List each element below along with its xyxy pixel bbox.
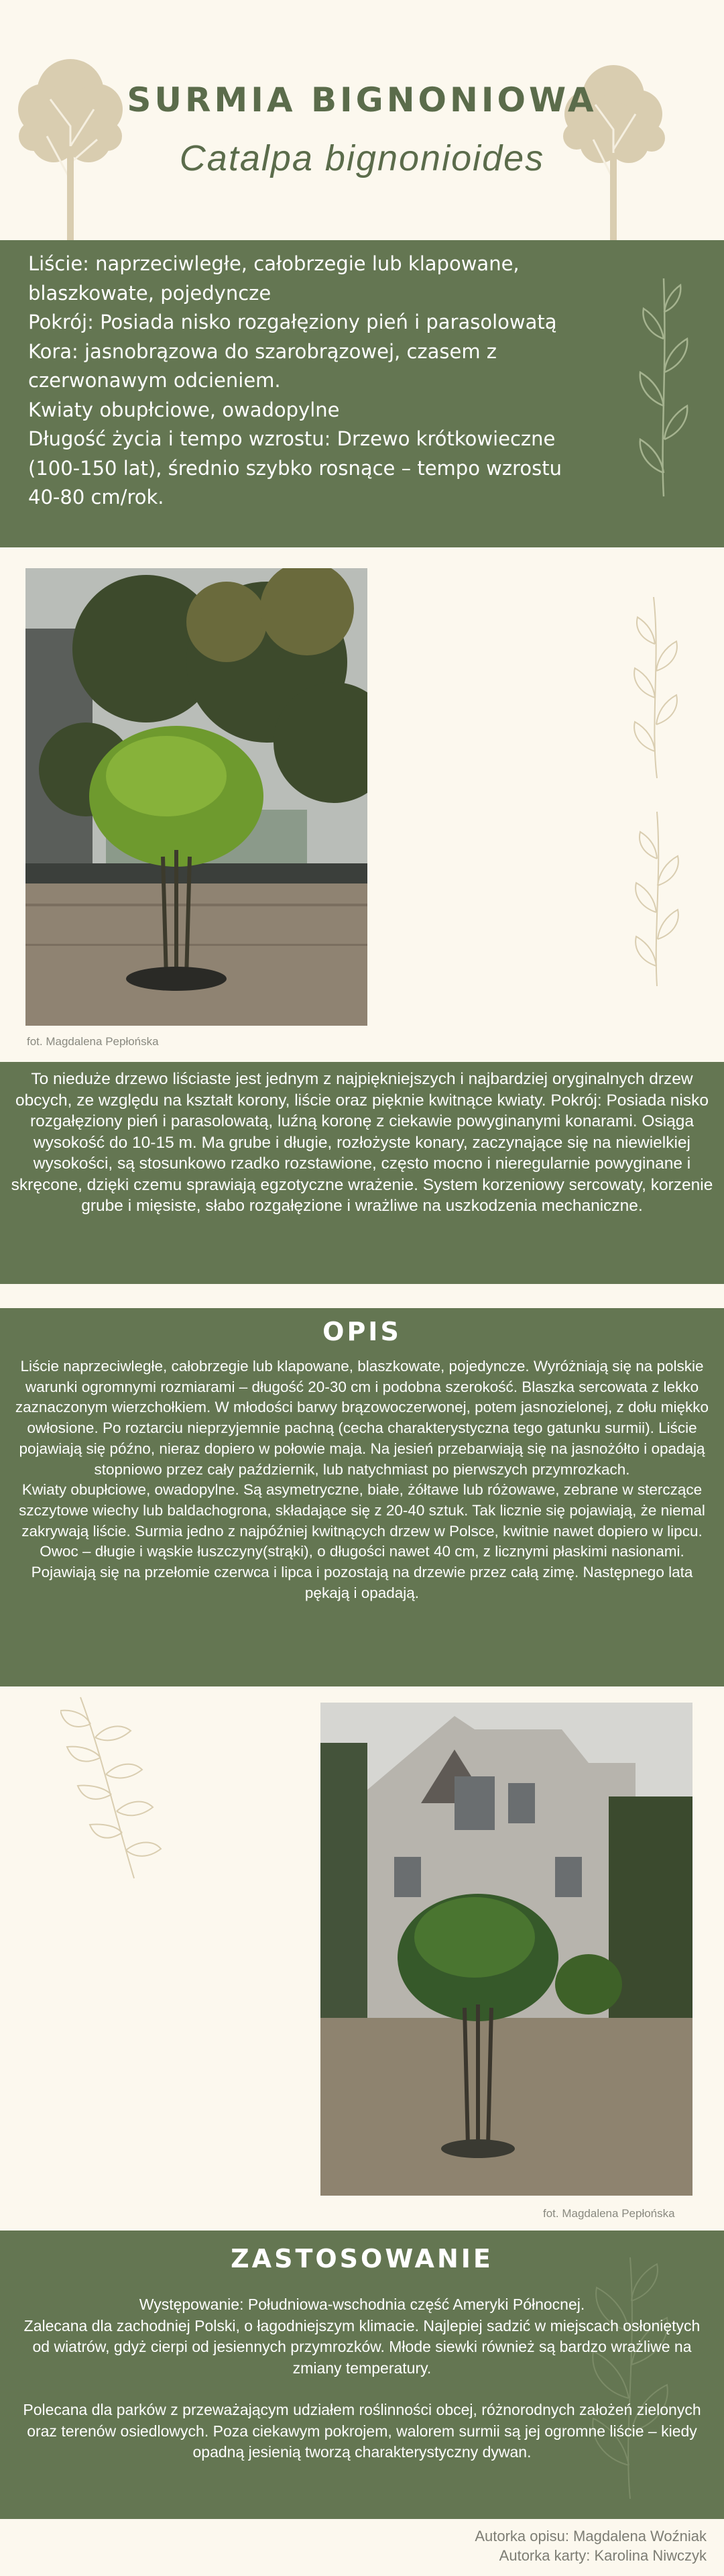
leaf-branch-icon: [60, 1690, 168, 1885]
photo-catalpa-street: [25, 568, 367, 1026]
photo-caption: fot. Magdalena Pepłońska: [27, 1035, 159, 1048]
facts-list: [28, 250, 605, 513]
credit-card-author: Autorka karty: Karolina Niwczyk: [499, 2547, 707, 2564]
fact-line: Długość życia i tempo wzrostu: Drzewo krótkowieczne: [28, 427, 556, 450]
opis-title: OPIS: [322, 1317, 402, 1346]
leaf-branch-icon: [627, 272, 701, 500]
opis-paragraph: Liście naprzeciwległe, całobrzegie lub klapowane, blaszkowate, pojedyncze. Wyróżniają się na polskie warunki ogromnymi rozmiarami – długość 20-30 cm i podobna szerokość. Blaszka sercowata z lekko zaznaczonym wierzchołkiem. W młodości barwy brązowoczerwonej, potem jasnozielonej, z dołu miękko owłosione. Po roztarciu nieprzyjemnie pachną (cecha charakterystyczna tego gatunku surmii). Liście pojawiają się późno, nieraz dopiero w połowie maja. Na jesień przebarwiają się na jasnożółto i opadają stopniowo przez cały październik, lub natychmiast po pierwszych przymrozkach.: [15, 1358, 709, 1478]
fact-line: (100-150 lat), średnio szybko rosnące – tempo wzrostu: [28, 456, 562, 480]
intro-text: To nieduże drzewo liściaste jest jednym z najpiękniejszych i najbardziej oryginalnych drzew obcych, ze względu na kształt korony, liście oraz pięknie kwitnące kwiaty. Pokrój: Posiada nisko rozgałęziony pień i parasolowatą, luźną koronę z ciekawie powyginanymi konarami. Osiąga wysokość do 10-15 m. Ma grube i długie, rozłożyste konary, zaczynające się na niewielkiej wysokości, są stosunkowo rzadko rozstawione, często mocno i nieregularnie powyginane i skręcone, dzięki czemu sprawiają egzotyczne wrażenie. System korzeniowy sercowaty, korzenie grube i mięsiste, słabo rozgałęzione i wrażliwe na uszkodzenia mechaniczne.: [11, 1070, 713, 1215]
zastosowanie-body: [13, 2294, 711, 2463]
fact-line: Liście: naprzeciwległe, całobrzegie lub klapowane,: [28, 252, 520, 275]
footer-credits: [475, 2526, 707, 2565]
fact-line: Kwiaty obupłciowe, owadopylne: [28, 398, 340, 421]
leaf-branch-icon: [620, 590, 694, 993]
paragraph-gap: [13, 2379, 711, 2400]
zastosowanie-paragraph: Zalecana dla zachodniej Polski, o łagodniejszym klimacie. Najlepiej sadzić w miejscach osłoniętych od wiatrów, gdyż cierpi od jesiennych przymrozków. Młode siewki również są bardzo wrażliwe na zmiany temperatury.: [23, 2316, 701, 2377]
zastosowanie-paragraph: Polecana dla parków z przeważającym udziałem roślinności obcej, różnorodnych założeń zielonych oraz terenów osiedlowych. Poza ciekawym pokrojem, walorem surmii są jej ogromne liście – kiedy opadną jesienią tworzą charakterystyczny dywan.: [23, 2401, 701, 2461]
zastosowanie-title: ZASTOSOWANIE: [231, 2244, 493, 2273]
intro-panel: [0, 1062, 724, 1284]
fact-line: blaszkowate, pojedyncze: [28, 281, 272, 305]
fact-line: Kora: jasnobrązowa do szarobrązowej, czasem z: [28, 339, 497, 363]
fact-line: 40-80 cm/rok.: [28, 486, 164, 508]
opis-paragraph: Kwiaty obupłciowe, owadopylne. Są asymetryczne, białe, żółtawe lub różowawe, zebrane w sterczące szczytowe wiechy lub baldachogrona, składające się z 20-40 sztuk. Tak licznie się pojawiają, że niemal zakrywają liście. Surmia jedno z najpóźniej kwitnących drzew w Polsce, kwitnie nawet dopiero w lipcu. Owoc – długie i wąskie łuszczyny(strąki), o długości nawet 40 cm, z licznymi płaskimi nasionami. Pojawiają się na przełomie czerwca i lipca i pozostają na drzewie przez całą zimę. Następnego lata pękają i opadają.: [19, 1481, 705, 1601]
page-title: SURMIA BIGNONIOWA: [127, 80, 597, 119]
zastosowanie-paragraph: Występowanie: Południowa-wschodnia część Ameryki Północnej.: [139, 2296, 585, 2313]
photo-caption: fot. Magdalena Pepłońska: [543, 2207, 675, 2220]
page-subtitle: Catalpa bignonioides: [179, 138, 545, 178]
photo-catalpa-building: [320, 1703, 692, 2196]
fact-line: czerwonawym odcieniem.: [28, 369, 281, 392]
opis-body: [13, 1356, 711, 1603]
credit-text-author: Autorka opisu: Magdalena Woźniak: [475, 2528, 707, 2544]
fact-line: Pokrój: Posiada nisko rozgałęziony pień i parasolowatą: [28, 311, 557, 333]
